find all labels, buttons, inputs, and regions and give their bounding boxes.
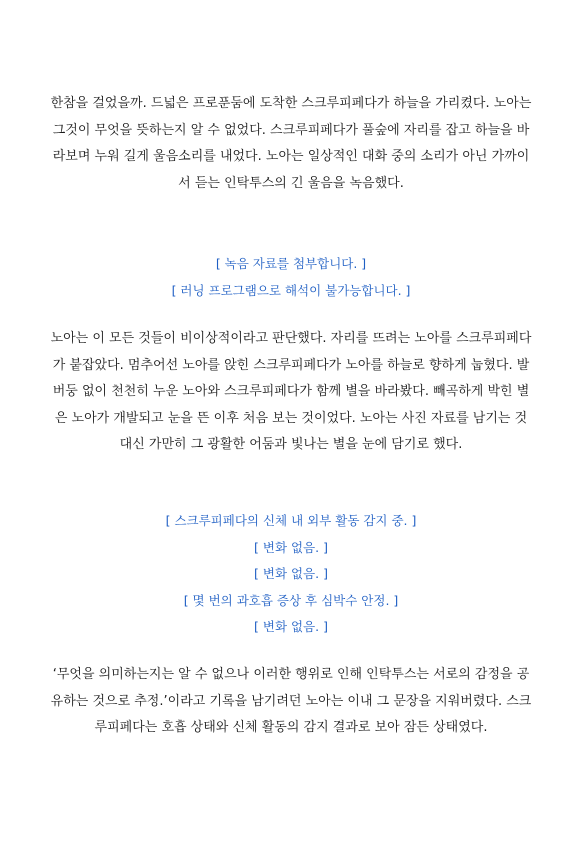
system-message-line: [ 몇 번의 과호흡 증상 후 심박수 안정. ] — [183, 592, 399, 608]
system-message-block-1 — [50, 251, 532, 304]
system-message-line: [ 변화 없음. ] — [254, 539, 328, 555]
system-message-line: [ 스크루피페다의 신체 내 외부 활동 감지 중. ] — [165, 513, 417, 528]
paragraph-1: 한참을 걸었을까. 드넓은 프로푼둠에 도착한 스크루피페다가 하늘을 가리켰다. 노아는 그것이 무엇을 뜻하는지 알 수 없었다. 스크루피페다가 풀숲에 자리를 잡고 하늘을 바라보며 누워 길게 울음소리를 내었다. 노아는 일상적인 대화 중의 소리가 아닌 가까이서 듣는 인탁투스의 긴 울음을 녹음했다. — [50, 96, 532, 191]
system-message-line: [ 변화 없음. ] — [254, 619, 328, 634]
system-message-line: [ 러닝 프로그램으로 해석이 불가능합니다. ] — [171, 282, 411, 298]
system-message-line: [ 변화 없음. ] — [254, 566, 328, 581]
system-message-line: [ 녹음 자료를 첨부합니다. ] — [215, 256, 367, 271]
system-message-block-2 — [50, 508, 532, 641]
paragraph-2: 노아는 이 모든 것들이 비이상적이라고 판단했다. 자리를 뜨려는 노아를 스크루피페다가 붙잡았다. 멈추어선 노아를 앉힌 스크루피페다가 노아를 하늘로 향하게 눕혔다. 발버둥 없이 천천히 누운 노아와 스크루피페다가 함께 별을 바라봤다. 빼곡하게 박힌 별은 노아가 개발되고 눈을 뜬 이후 처음 보는 것이었다. 노아는 사진 자료를 남기는 것 대신 가만히 그 광활한 어둠과 빛나는 별을 눈에 담기로 했다. — [50, 331, 532, 452]
paragraph-3: ‘무엇을 의미하는지는 알 수 없으나 이러한 행위로 인해 인탁투스는 서로의 감정을 공유하는 것으로 추정.’이라고 기록을 남기려던 노아는 이내 그 문장을 지워버렸다. 스크루피페다는 호흡 상태와 신체 활동의 감지 결과로 보아 잠든 상태였다. — [50, 667, 532, 735]
